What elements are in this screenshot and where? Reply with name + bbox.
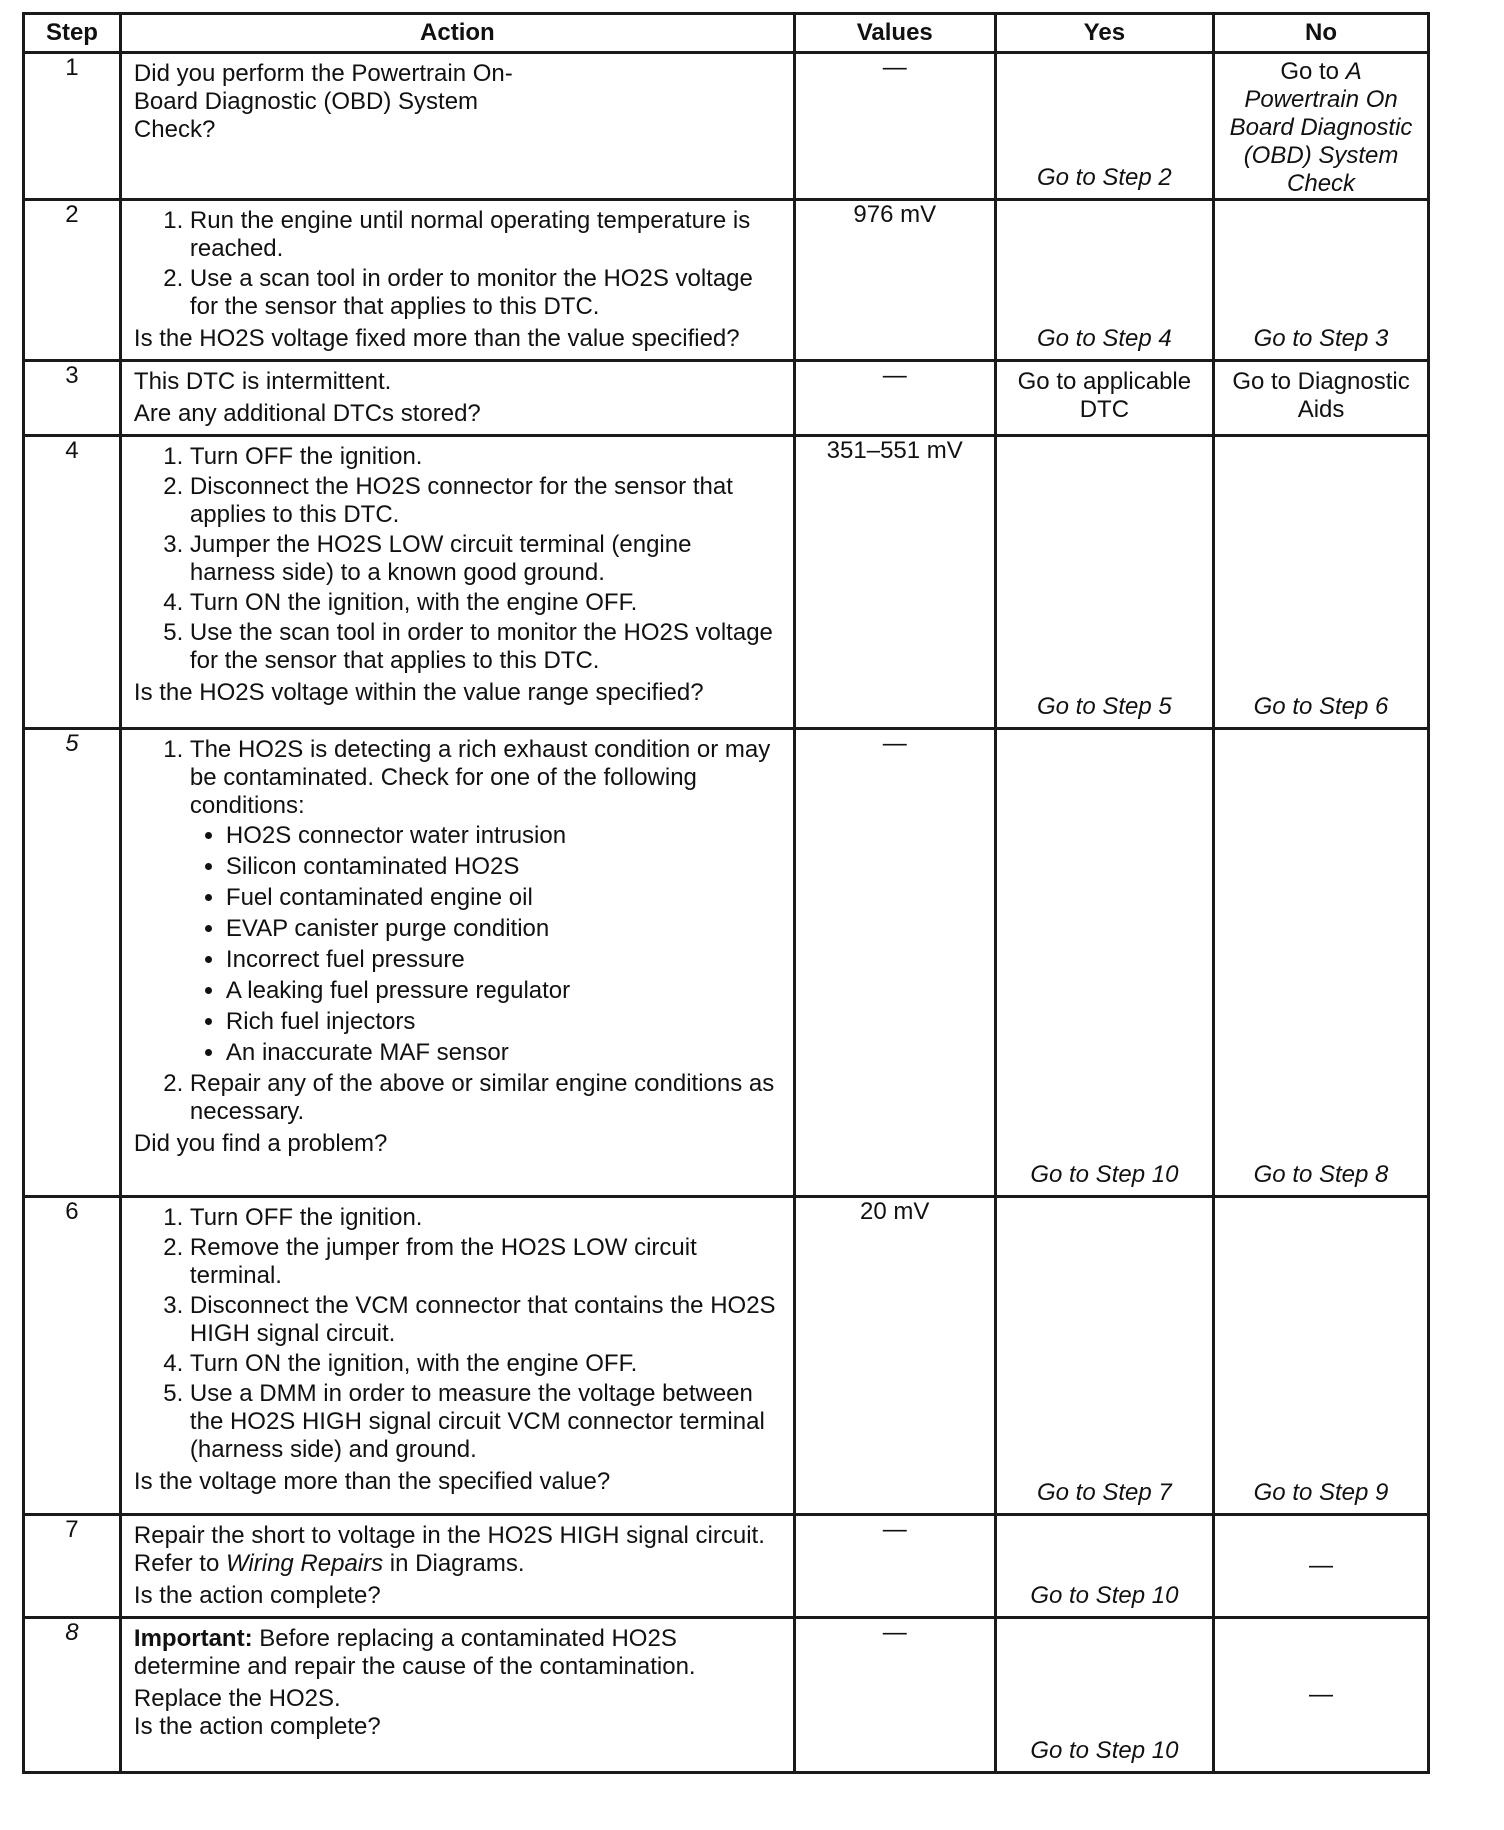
action-cell [120,729,794,1197]
action-step: 2. Disconnect the HO2S connector for the sensor that applies to this DTC. [190,473,783,529]
action-text: Replace the HO2S. [133,1685,341,1712]
condition-item: • An inaccurate MAF sensor [226,1039,783,1067]
no-target: Go to Step 8 [1253,1161,1389,1188]
action-step: 2. Remove the jumper from the HO2S LOW circuit terminal. [190,1234,783,1290]
action-question: Did you find a problem? [133,1130,388,1157]
yes-cell [995,200,1213,361]
table-row [24,729,1429,1197]
action-text: Did you perform the Powertrain On-Board Diagnostic (OBD) System Check? [133,60,513,143]
no-cell [1214,200,1429,361]
no-target: — [1309,1681,1334,1708]
value-cell: — [794,53,995,200]
action-question: Is the voltage more than the specified value? [133,1468,611,1495]
action-step: 1. Run the engine until normal operating temperature is reached. [190,207,783,263]
step-number: 6 [24,1197,121,1515]
yes-target: Go to Step 7 [1036,1479,1172,1506]
important-note [134,1625,783,1681]
condition-item: • EVAP canister purge condition [226,915,783,943]
step-number: 8 [24,1618,121,1773]
diagnostic-table [22,12,1430,1774]
value-cell: — [794,361,995,436]
no-target: Go to Step 3 [1253,325,1389,352]
important-text: Before replacing a contaminated HO2S determine and repair the cause of the contamination. [133,1625,696,1680]
wiring-repairs-link: Wiring Repairs [225,1550,384,1577]
no-cell [1214,53,1429,200]
condition-item: • Fuel contaminated engine oil [226,884,783,912]
action-steps [134,443,783,675]
table-row [24,200,1429,361]
table-row [24,1197,1429,1515]
action-cell [120,436,794,729]
table-row [24,361,1429,436]
condition-item: • Incorrect fuel pressure [226,946,783,974]
no-target: Go to Diagnostic Aids [1232,368,1410,423]
action-steps [134,1204,783,1464]
no-target: — [1309,1552,1334,1579]
action-cell [120,1197,794,1515]
value-cell: — [794,1515,995,1618]
no-target: Go to Step 9 [1253,1479,1389,1506]
yes-cell [995,53,1213,200]
condition-item: • Rich fuel injectors [226,1008,783,1036]
no-target [1215,54,1427,198]
no-cell [1214,436,1429,729]
condition-item: • Silicon contaminated HO2S [226,853,783,881]
step-number: 7 [24,1515,121,1618]
value-cell: 976 mV [794,200,995,361]
action-step: 5. Use a DMM in order to measure the voltage between the HO2S HIGH signal circuit VCM connector terminal (harness side) and ground. [190,1380,783,1464]
yes-target: Go to Step 10 [1030,1582,1179,1609]
step-number: 1 [24,53,121,200]
yes-cell [995,436,1213,729]
action-text-after: in Diagrams. [383,1550,525,1577]
header-row [24,14,1429,53]
no-link: A Powertrain On Board Diagnostic (OBD) System Check [1229,58,1413,197]
value-cell: — [794,729,995,1197]
yes-cell [995,361,1213,436]
action-text-before: Repair the short to voltage in the HO2S HIGH signal circuit. Refer to [133,1522,765,1577]
condition-item: • A leaking fuel pressure regulator [226,977,783,1005]
no-cell [1214,1618,1429,1773]
action-question: Is the action complete? [133,1582,381,1609]
action-cell [120,361,794,436]
condition-list [190,822,783,1067]
table-row [24,436,1429,729]
header-values: Values [794,14,995,53]
condition-item: • HO2S connector water intrusion [226,822,783,850]
no-target: Go to Step 6 [1253,693,1389,720]
action-step: 5. Use the scan tool in order to monitor the HO2S voltage for the sensor that applies to this DTC. [190,619,783,675]
step-number: 5 [24,729,121,1197]
step-number: 2 [24,200,121,361]
header-no: No [1214,14,1429,53]
yes-cell [995,1515,1213,1618]
important-label: Important: [133,1625,253,1652]
action-text: This DTC is intermittent. [133,368,392,395]
table-row [24,1515,1429,1618]
action-step: 2. Repair any of the above or similar engine conditions as necessary. [190,1070,783,1126]
action-question: Is the action complete? [133,1713,381,1740]
action-question: Is the HO2S voltage fixed more than the value specified? [133,325,740,352]
no-prefix: Go to [1280,58,1346,85]
action-cell [120,53,794,200]
no-cell [1214,1197,1429,1515]
yes-cell [995,729,1213,1197]
no-cell [1214,729,1429,1197]
action-cell [120,200,794,361]
step-number: 4 [24,436,121,729]
step-number: 3 [24,361,121,436]
yes-target: Go to applicable DTC [1017,368,1192,423]
action-question: Is the HO2S voltage within the value range specified? [133,679,704,706]
action-step: 1. Turn OFF the ignition. [190,1204,783,1232]
no-cell [1214,361,1429,436]
yes-target: Go to Step 5 [1036,693,1172,720]
yes-target: Go to Step 2 [1036,164,1172,191]
table-row [24,53,1429,200]
action-text [134,1522,783,1578]
action-steps [134,736,783,1126]
no-cell [1214,1515,1429,1618]
yes-target: Go to Step 10 [1030,1161,1179,1188]
yes-cell [995,1197,1213,1515]
action-step-text: The HO2S is detecting a rich exhaust condition or may be contaminated. Check for one of the following conditions: [189,736,771,819]
action-step: 1. Turn OFF the ignition. [190,443,783,471]
action-step: 2. Use a scan tool in order to monitor the HO2S voltage for the sensor that applies to this DTC. [190,265,783,321]
yes-target: Go to Step 10 [1030,1737,1179,1764]
action-step: 4. Turn ON the ignition, with the engine OFF. [190,589,783,617]
value-cell: 20 mV [794,1197,995,1515]
action-cell [120,1618,794,1773]
header-yes: Yes [995,14,1213,53]
action-step: 4. Turn ON the ignition, with the engine OFF. [190,1350,783,1378]
action-step: 3. Jumper the HO2S LOW circuit terminal (engine harness side) to a known good ground. [190,531,783,587]
value-cell: 351–551 mV [794,436,995,729]
value-cell: — [794,1618,995,1773]
table-row [24,1618,1429,1773]
yes-target: Go to Step 4 [1036,325,1172,352]
header-step: Step [24,14,121,53]
action-step: 3. Disconnect the VCM connector that contains the HO2S HIGH signal circuit. [190,1292,783,1348]
action-steps [134,207,783,321]
yes-cell [995,1618,1213,1773]
header-action: Action [120,14,794,53]
action-question: Are any additional DTCs stored? [133,400,481,427]
action-step [190,736,783,1067]
action-cell [120,1515,794,1618]
